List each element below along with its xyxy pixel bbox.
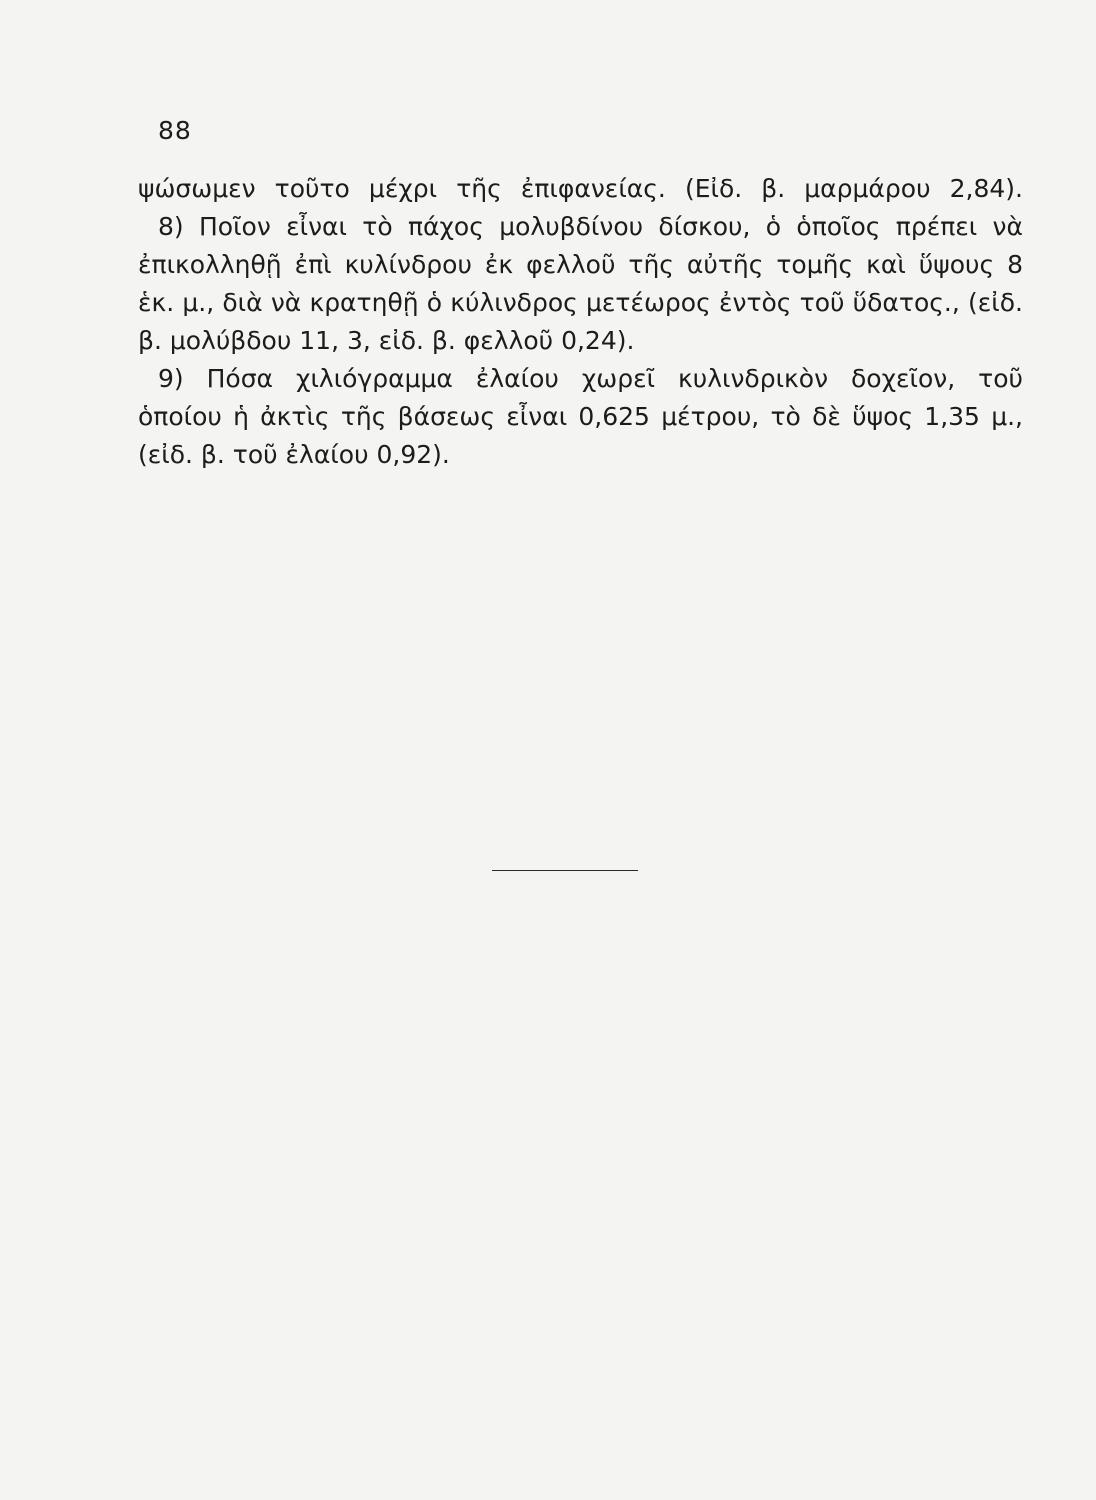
body-text bbox=[138, 170, 1023, 474]
problem-8-line: 8) Ποῖον εἶναι τὸ πάχος μολυβδίνου δίσκου, ὁ ὁποῖος πρέπει νὰ bbox=[158, 212, 1023, 241]
text-line: β. μολύβδου 11, 3, εἰδ. β. φελλοῦ 0,24). bbox=[138, 326, 635, 355]
text-line: ὁποίου ἡ ἀκτὶς τῆς βάσεως εἶναι 0,625 μέτρου, τὸ δὲ ὕψος 1,35 μ., bbox=[138, 402, 1023, 431]
problem-9-line: 9) Πόσα χιλιόγραμμα ἐλαίου χωρεῖ κυλινδρικὸν δοχεῖον, τοῦ bbox=[158, 364, 1023, 393]
text-line: ψώσωμεν τοῦτο μέχρι τῆς ἐπιφανείας. (Εἰδ. β. μαρμάρου 2,84). bbox=[138, 174, 1023, 203]
section-divider bbox=[492, 870, 638, 871]
text-line: (εἰδ. β. τοῦ ἐλαίου 0,92). bbox=[138, 440, 450, 469]
page-number: 88 bbox=[158, 116, 192, 145]
text-line: ἑκ. μ., διὰ νὰ κρατηθῇ ὁ κύλινδρος μετέωρος ἐντὸς τοῦ ὕδατος., (εἰδ. bbox=[138, 288, 1023, 317]
text-line: ἐπικολληθῇ ἐπὶ κυλίνδρου ἐκ φελλοῦ τῆς αὐτῆς τομῆς καὶ ὕψους 8 bbox=[138, 250, 1023, 279]
